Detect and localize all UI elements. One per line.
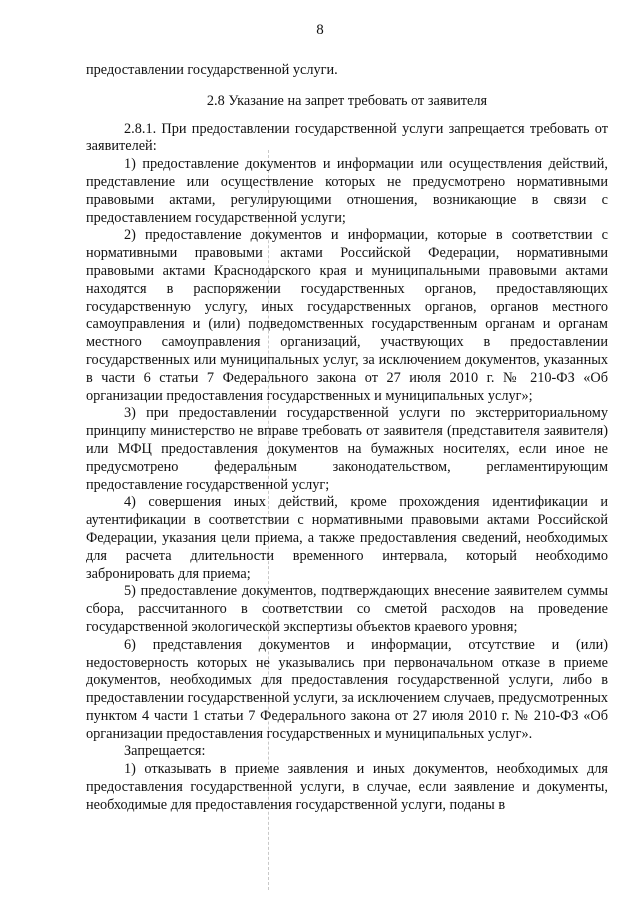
list-item-3: 3) при предоставлении государственной услуги по экстерриториальному принципу министерство не вправе требовать от заявителя (представителя заявителя) или МФЦ предоставления документов на бумажных носителях, если иное не предусмотрено федеральным законодательством, регламентирующим предоставление государственной услуг; — [86, 405, 608, 493]
section-heading: 2.8 Указание на запрет требовать от заявителя — [206, 92, 488, 109]
list-item-6: 6) представления документов и информации, отсутствие и (или) недостоверность которых не указывались при первоначальном отказе в приеме документов, необходимых для предоставления государственной услуги, либо в предоставлении государственной услуги, за исключением случаев, предусмотренных пунктом 4 части 1 статьи 7 Федерального закона от 27 июля 2010 г. № 210-ФЗ «Об организации предоставления государственных и муниципальных услуг». — [86, 636, 608, 742]
page-number: 8 — [316, 22, 324, 38]
prohibited-label: Запрещается: — [124, 743, 206, 760]
prohibited-item-1: 1) отказывать в приеме заявления и иных документов, необходимых для предоставления государственной услуги, в случае, если заявление и документы, необходимые для предоставления государственной услуги, поданы в — [86, 761, 608, 813]
clause-2-8-1: 2.8.1. При предоставлении государственной услуги запрещается требовать от заявителей: — [86, 120, 608, 155]
list-item-2: 2) предоставление документов и информации, которые в соответствии с нормативными правовыми актами Российской Федерации, нормативными правовыми актами Краснодарского края и муниципальными правовыми актами находятся в распоряжении государственных органов, предоставляющих государственную услугу, иных государственных органов, органов местного самоуправления и (или) подведомственных государственным органам и органам местного самоуправления организаций, участвующих в предоставлении государственных или муниципальных услуг, за исключением документов, указанных в части 6 статьи 7 Федерального закона от 27 июля 2010 г. № 210-ФЗ «Об организации предоставления государственных и муниципальных услуг»; — [86, 227, 608, 404]
list-item-1: 1) предоставление документов и информации или осуществления действий, представление или осуществление которых не предусмотрено нормативными правовыми актами, регулирующими отношения, возникающие в связи с предоставлением государственной услуги; — [86, 156, 608, 226]
list-item-4: 4) совершения иных действий, кроме прохождения идентификации и аутентификации в соответствии с нормативными правовыми актами Российской Федерации, указания цели приема, а также предоставления сведений, необходимых для расчета длительности временного интервала, который необходимо забронировать для приема; — [86, 494, 608, 582]
document-body — [86, 62, 608, 815]
continuation-text: предоставлении государственной услуги. — [86, 62, 338, 78]
list-item-5: 5) предоставление документов, подтверждающих внесение заявителем суммы сбора, рассчитанного в соответствии со сметой расходов на проведение государственной экологической экспертизы объектов краевого уровня; — [86, 583, 608, 635]
